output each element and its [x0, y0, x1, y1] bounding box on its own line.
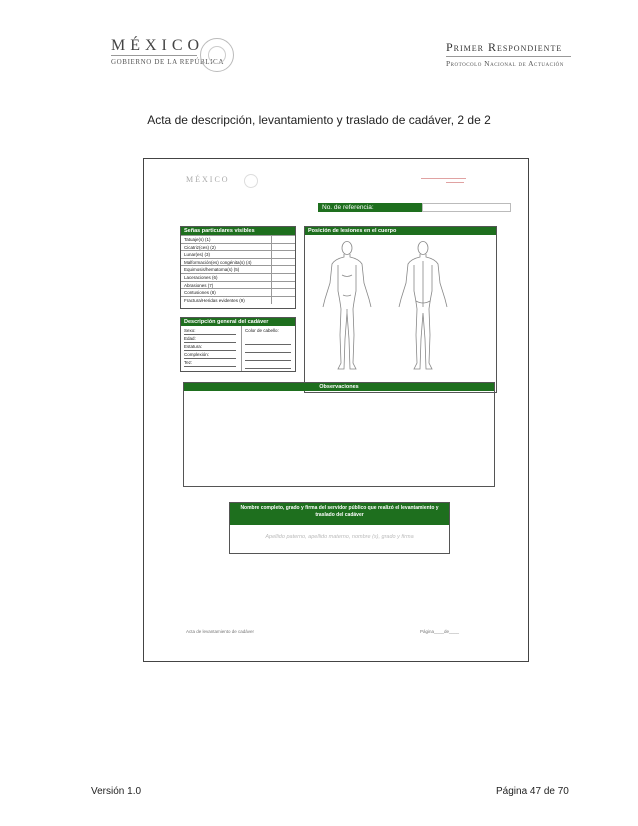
- form-seal-icon: [244, 174, 258, 188]
- descripcion-table: [180, 317, 296, 372]
- cabello-line: [245, 361, 291, 369]
- form-footer-right: Página____de____: [420, 629, 460, 634]
- senas-row: Abrasiones (7): [181, 281, 295, 289]
- observaciones-panel: [183, 382, 495, 487]
- senas-row: Equimosis/hematoma(s) (5): [181, 265, 295, 273]
- descripcion-field: Tez:: [184, 359, 236, 367]
- firma-title: Nombre completo, grado y firma del servidor público que realizó el levantamiento y traslado del cadáver: [230, 503, 449, 525]
- senas-title: Señas particulares visibles: [181, 227, 295, 235]
- senas-row: Lunar(es) (3): [181, 250, 295, 258]
- form-mini-right-title: ▬▬▬▬▬▬▬▬▬▬▬▬▬▬▬: [421, 176, 466, 180]
- descripcion-field: Edad:: [184, 335, 236, 343]
- observaciones-title: Observaciones: [184, 383, 494, 391]
- descripcion-title: Descripción general del cadáver: [181, 318, 295, 326]
- descripcion-field: Estatura:: [184, 343, 236, 351]
- senas-row: Malformación(es) congénita(s) (4): [181, 258, 295, 266]
- posicion-title: Posición de lesiones en el cuerpo: [305, 227, 496, 235]
- form-preview: [143, 158, 529, 662]
- header-left-subtitle: GOBIERNO DE LA REPÚBLICA: [111, 58, 224, 66]
- senas-row: Tatuaje(s) (1): [181, 235, 295, 243]
- header-left-rule: [111, 55, 197, 56]
- senas-row: Fractura/Heridas evidentes (9): [181, 296, 295, 304]
- header-right-subtitle: Protocolo Nacional de Actuación: [446, 59, 564, 68]
- body-front-icon: [323, 242, 371, 370]
- cabello-line: [245, 353, 291, 361]
- senas-row: Contusiones (8): [181, 288, 295, 296]
- posicion-panel: [304, 226, 497, 393]
- descripcion-divider: [241, 326, 242, 371]
- firma-placeholder: Apellido paterno, apellido materno, nombre (s), grado y firma: [265, 534, 414, 540]
- form-footer-left: Acta de levantamiento de cadáver: [186, 629, 255, 634]
- body-back-icon: [399, 242, 447, 370]
- page-number: Página 47 de 70: [496, 786, 569, 797]
- cabello-line: [245, 345, 291, 353]
- descripcion-field: Sexo:: [184, 327, 236, 335]
- form-mini-title: MÉXICO: [186, 175, 230, 184]
- cabello-label: Color de cabello:: [245, 328, 279, 333]
- descripcion-field: Complexión:: [184, 351, 236, 359]
- version-label: Versión 1.0: [91, 786, 142, 797]
- header-right-rule: [446, 56, 571, 57]
- firma-panel: [229, 502, 450, 554]
- body-diagram: [305, 235, 496, 392]
- form-mini-right-subtitle: ▬▬▬▬▬▬: [446, 180, 464, 184]
- header-right-title: Primer Respondiente: [446, 40, 563, 54]
- reference-field: [422, 203, 511, 212]
- senas-row: Cicatriz(ces) (2): [181, 243, 295, 251]
- senas-row: Laceraciones (6): [181, 273, 295, 281]
- senas-table: [180, 226, 296, 309]
- header-left-title: MÉXICO: [111, 37, 205, 54]
- document-heading: Acta de descripción, levantamiento y traslado de cadáver, 2 de 2: [147, 113, 491, 127]
- seal-icon: [200, 38, 234, 72]
- reference-label: No. de referencia:: [318, 203, 422, 212]
- cabello-line: [245, 337, 291, 345]
